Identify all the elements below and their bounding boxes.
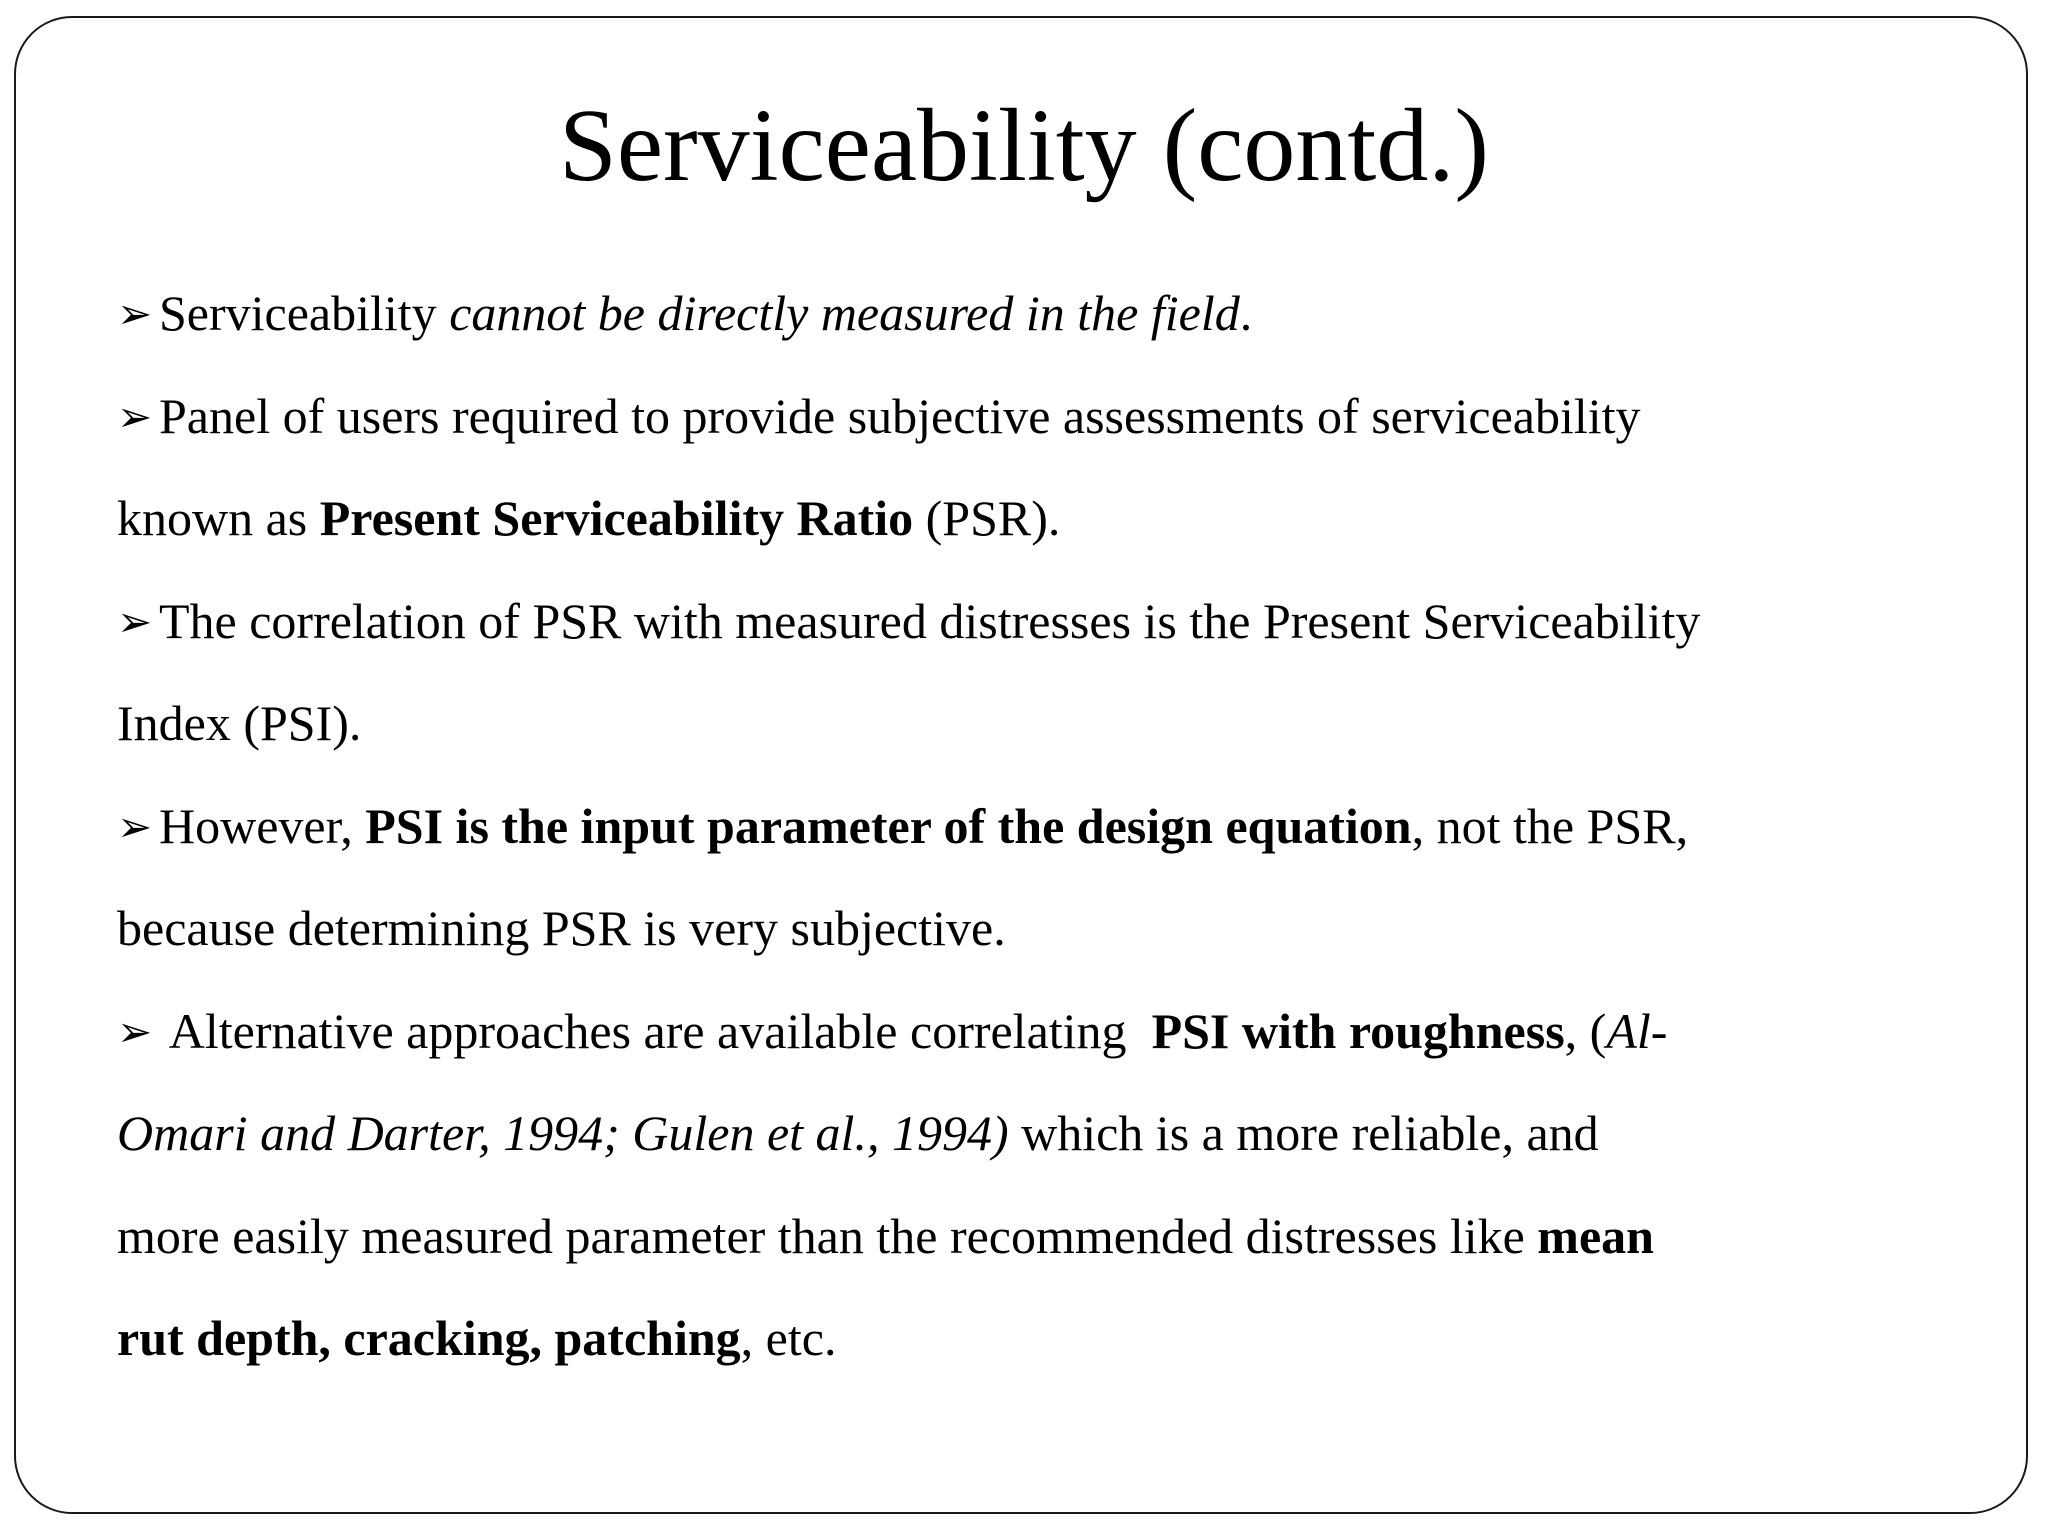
text-run-bold: PSI is the input parameter of the design equation <box>365 797 1412 854</box>
bullet-line <box>117 980 1957 1083</box>
text-run-italic: cannot be directly measured in the field <box>449 285 1240 341</box>
continuation-line <box>117 877 1957 980</box>
continuation-line <box>117 1185 1957 1288</box>
bullet-line <box>117 775 1957 878</box>
text-run-bold: Present Serviceability Ratio <box>319 490 914 546</box>
arrowhead-bullet-icon: ➢ <box>117 289 153 338</box>
text-run-bold: mean <box>1537 1207 1654 1264</box>
continuation-line <box>117 1082 1957 1185</box>
text-run: known as <box>117 490 320 546</box>
text-run: The correlation of PSR with measured distresses is the Present Serviceability <box>159 592 1701 649</box>
text-run-bold: rut depth, cracking, patching <box>117 1310 741 1366</box>
arrowhead-bullet-icon: ➢ <box>117 596 153 646</box>
text-run: Alternative approaches are available correlating <box>159 1002 1152 1059</box>
arrowhead-bullet-icon: ➢ <box>117 1006 153 1056</box>
continuation-line <box>117 467 1957 570</box>
text-run: which is a more reliable, and <box>1008 1105 1599 1161</box>
continuation-line <box>117 672 1957 775</box>
slide-title: Serviceability (contd.) <box>559 88 1489 203</box>
text-run: (PSR). <box>913 490 1061 546</box>
text-run: Panel of users required to provide subjective assessments of serviceability <box>159 387 1641 444</box>
text-run: However, <box>159 797 366 854</box>
text-run-italic: Omari and Darter, 1994; Gulen et al., 1994) <box>117 1105 1009 1161</box>
text-run: , not the PSR, <box>1411 797 1689 854</box>
text-run: Serviceability <box>159 285 450 341</box>
arrowhead-bullet-icon: ➢ <box>117 801 153 851</box>
text-run: . <box>1239 285 1253 341</box>
bullet-line <box>117 262 1957 365</box>
text-run: more easily measured parameter than the recommended distresses like <box>117 1207 1538 1264</box>
text-run-italic: Al- <box>1606 1002 1668 1059</box>
text-run: Index (PSI). <box>117 695 362 751</box>
bullet-line <box>117 365 1957 468</box>
bullet-line <box>117 570 1957 673</box>
text-run: , etc. <box>740 1310 837 1366</box>
text-run: , ( <box>1564 1002 1607 1059</box>
slide-body <box>117 262 1957 1390</box>
text-run-bold: PSI with roughness <box>1151 1002 1565 1059</box>
arrowhead-bullet-icon: ➢ <box>117 391 153 441</box>
continuation-line <box>117 1287 1957 1390</box>
text-run: because determining PSR is very subjective. <box>117 900 1006 956</box>
